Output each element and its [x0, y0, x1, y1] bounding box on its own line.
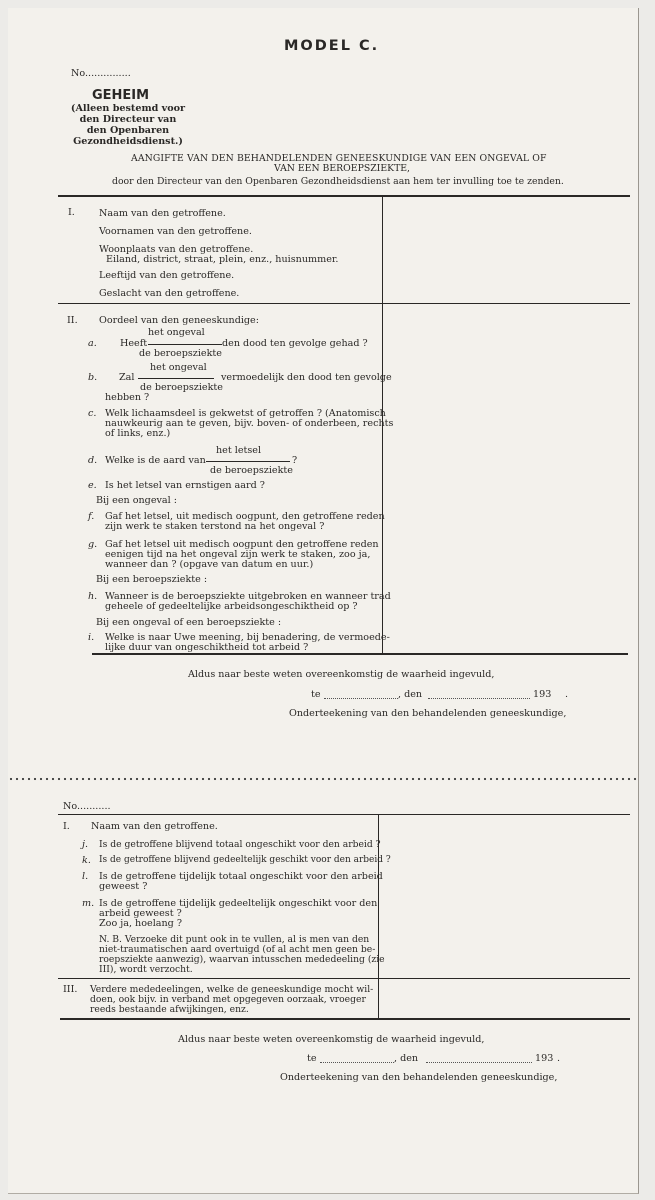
item-g-letter: g.	[88, 539, 98, 550]
sign2-period: .	[557, 1053, 561, 1064]
item-b-pre: Zal	[119, 372, 135, 383]
form-title-line2: VAN EEN BEROEPSZIEKTE,	[274, 163, 411, 174]
item-i-letter: i.	[88, 632, 95, 643]
item-b-bottom: de beroepsziekte	[140, 382, 223, 393]
sign2-den-label: , den	[394, 1053, 419, 1064]
section2-bottom-rule	[92, 653, 628, 655]
item-d-fraction-line	[206, 461, 290, 462]
item-h-line1: Wanneer is de beroepsziekte uitgebroken en wanneer trad	[105, 591, 391, 602]
section1-item-leeftijd: Leeftijd van den getroffene.	[99, 270, 235, 281]
item-h-line2: geheele of gedeeltelijke arbeidsongeschiktheid op ?	[105, 601, 358, 612]
section3-number: III.	[63, 984, 78, 995]
item-g-line3: wanneer dan ? (opgave van datum en uur.)	[105, 559, 314, 570]
item-c-line2: nauwkeurig aan te geven, bijv. boven- of onderbeen, rechts	[105, 418, 394, 429]
item-f-line2: zijn werk te staken terstond na het ongeval ?	[105, 521, 325, 532]
item-g-line2: eenigen tijd na het ongeval zijn werk te staken, zoo ja,	[105, 549, 371, 560]
item-l-letter: l.	[82, 871, 89, 882]
item-c-line3: of links, enz.)	[105, 428, 171, 439]
item-b-line2: hebben ?	[105, 392, 150, 403]
item-a-top: het ongeval	[148, 327, 205, 338]
item-j-text: Is de getroffene blijvend totaal ongeschikt voor den arbeid ?	[99, 839, 381, 850]
item-i-line1: Welke is naar Uwe meening, bij benadering, de vermoede-	[105, 632, 390, 643]
part2-number: I.	[63, 821, 70, 832]
item-f-line1: Gaf het letsel, uit medisch oogpunt, den getroffene reden	[105, 511, 385, 522]
item-c-line1: Welk lichaamsdeel is gekwetst of getroffen ? (Anatomisch	[105, 408, 386, 419]
section2-intro: Oordeel van den geneeskundige:	[99, 315, 259, 326]
sign2-te-label: te	[307, 1053, 317, 1064]
item-a-letter: a.	[88, 338, 97, 349]
section1-item-geslacht: Geslacht van den getroffene.	[99, 288, 240, 299]
item-i-line2: lijke duur van ongeschiktheid tot arbeid ?	[105, 642, 309, 653]
form-number: No...............	[71, 68, 131, 79]
item-f-letter: f.	[88, 511, 95, 522]
item-c-letter: c.	[88, 408, 97, 419]
item-a-fraction-line	[148, 344, 222, 345]
geheim-heading: GEHEIM	[92, 88, 150, 103]
item-d-top: het letsel	[216, 445, 262, 456]
item-l-line2: geweest ?	[99, 881, 148, 892]
part2-bottom-rule	[60, 1018, 630, 1020]
item-d-pre: Welke is de aard van	[105, 455, 206, 466]
sign1-onderteekening: Onderteekening van den behandelenden geneeskundige,	[289, 708, 567, 719]
item-d-post: ?	[292, 455, 298, 466]
part2-naam: Naam van den getroffene.	[91, 821, 218, 832]
item-a-bottom: de beroepsziekte	[139, 348, 222, 359]
item-b-fraction-line	[138, 378, 214, 379]
nb-line4: III), wordt verzocht.	[99, 964, 193, 975]
sign1-te-label: te	[311, 689, 321, 700]
part2-mid-rule	[58, 978, 630, 979]
section1-rule	[58, 303, 630, 304]
section3-line1: Verdere mededeelingen, welke de geneeskundige mocht wil-	[90, 984, 374, 995]
form-title-line1: AANGIFTE VAN DEN BEHANDELENDEN GENEESKUNDIGE VAN EEN ONGEVAL OF	[131, 153, 547, 164]
item-b-top: het ongeval	[150, 362, 207, 373]
item-b-letter: b.	[88, 372, 98, 383]
section2-number: II.	[67, 315, 78, 326]
part2-top-rule	[58, 814, 630, 815]
model-title: MODEL C.	[284, 38, 380, 54]
sign1-date-field[interactable]	[428, 698, 530, 699]
item-e-text: Is het letsel van ernstigen aard ?	[105, 480, 265, 491]
section1-item-woonplaats: Woonplaats van den getroffene.	[99, 244, 254, 255]
sign1-place-field[interactable]	[324, 698, 398, 699]
nb-line1: N. B. Verzoeke dit punt ook in te vullen, al is men van den	[99, 934, 370, 945]
item-e-letter: e.	[88, 480, 97, 491]
section1-item-voornamen: Voornamen van den getroffene.	[99, 226, 252, 237]
sign2-date-field[interactable]	[426, 1062, 532, 1063]
item-h-letter: h.	[88, 591, 98, 602]
section1-item-naam: Naam van den getroffene.	[99, 208, 226, 219]
bij-beroepsziekte-heading: Bij een beroepsziekte :	[96, 574, 208, 585]
perforation-line	[8, 777, 638, 781]
top-rule	[58, 195, 630, 197]
nb-line3: roepsziekte aanwezig), waarvan intusschen mededeeling (zie	[99, 954, 385, 965]
item-a-post: den dood ten gevolge gehad ?	[222, 338, 368, 349]
item-m-letter: m.	[82, 898, 95, 909]
item-a-pre: Heeft	[120, 338, 148, 349]
sign2-place-field[interactable]	[320, 1062, 394, 1063]
item-m-line3: Zoo ja, hoelang ?	[99, 918, 182, 929]
item-k-text: Is de getroffene blijvend gedeeltelijk geschikt voor den arbeid ?	[99, 855, 391, 865]
item-m-line2: arbeid geweest ?	[99, 908, 182, 919]
item-j-letter: j.	[82, 839, 89, 850]
section1-number: I.	[68, 207, 75, 218]
sign1-aldus: Aldus naar beste weten overeenkomstig de waarheid ingevuld,	[188, 669, 495, 680]
item-k-letter: k.	[82, 855, 91, 866]
sign1-den-label: , den	[398, 689, 423, 700]
item-d-bottom: de beroepsziekte	[210, 465, 293, 476]
section1-item-adres: Eiland, district, straat, plein, enz., huisnummer.	[106, 254, 339, 265]
sign1-year: 193	[533, 689, 552, 700]
section3-line2: doen, ook bijv. in verband met opgegeven oorzaak, vroeger	[90, 994, 366, 1005]
form-subtitle: door den Directeur van den Openbaren Gezondheidsdienst aan hem ter invulling toe te zenden.	[112, 176, 564, 187]
nb-line2: niet-traumatischen aard overtuigd (of al acht men geen be-	[99, 944, 376, 955]
geheim-note: (Alleen bestemd voor den Directeur van den Openbaren Gezondheidsdienst.)	[70, 103, 186, 147]
bij-ongeval-heading: Bij een ongeval :	[96, 495, 177, 506]
section3-line3: reeds bestaande afwijkingen, enz.	[90, 1004, 249, 1015]
sign2-onderteekening: Onderteekening van den behandelenden geneeskundige,	[280, 1072, 558, 1083]
item-d-letter: d.	[88, 455, 98, 466]
item-l-line1: Is de getroffene tijdelijk totaal ongeschikt voor den arbeid	[99, 871, 383, 882]
item-g-line1: Gaf het letsel uit medisch oogpunt den getroffene reden	[105, 539, 379, 550]
sign2-aldus: Aldus naar beste weten overeenkomstig de waarheid ingevuld,	[178, 1034, 485, 1045]
part2-form-number: No...........	[63, 801, 111, 812]
sign2-year: 193	[535, 1053, 554, 1064]
bij-beide-heading: Bij een ongeval of een beroepsziekte :	[96, 617, 282, 628]
form-sheet	[8, 8, 639, 1194]
item-b-post: vermoedelijk den dood ten gevolge	[221, 372, 392, 383]
sign1-period: .	[565, 689, 569, 700]
item-m-line1: Is de getroffene tijdelijk gedeeltelijk ongeschikt voor den	[99, 898, 378, 909]
